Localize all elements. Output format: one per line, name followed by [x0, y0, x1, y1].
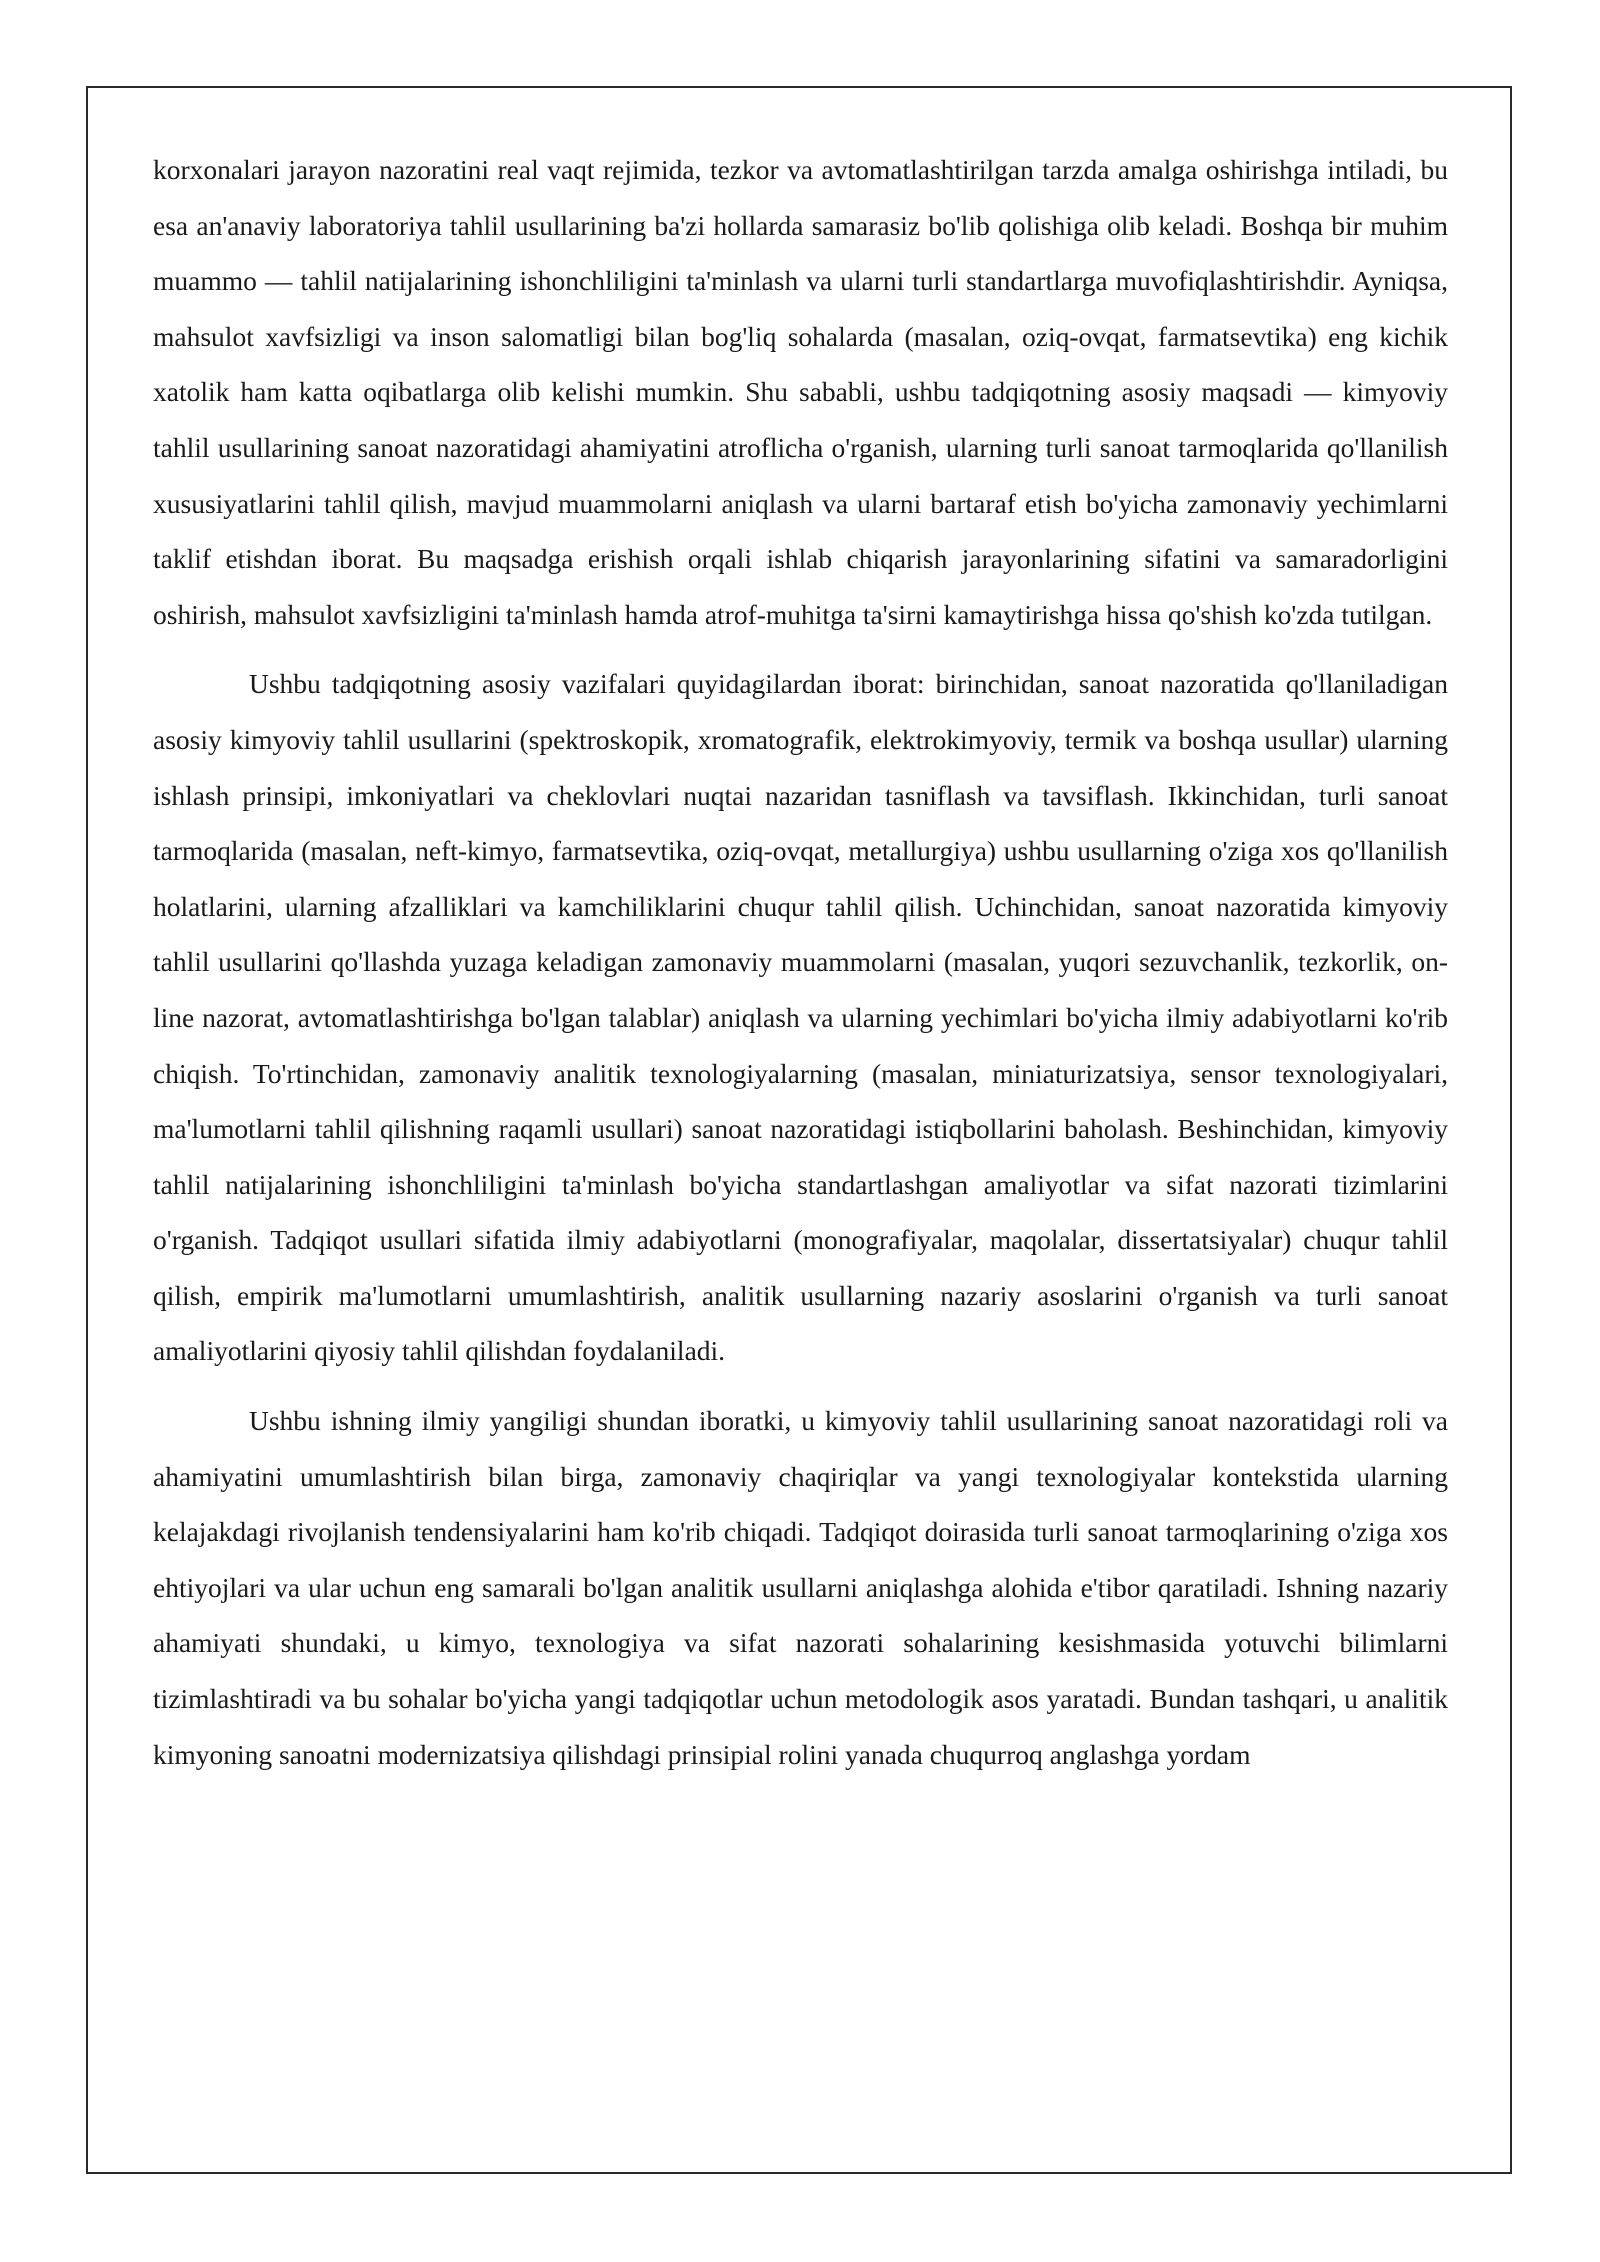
paragraph-1: korxonalari jarayon nazoratini real vaqt rejimida, tezkor va avtomatlashtirilgan tarzda amalga oshirishga intiladi, bu esa an'anaviy laboratoriya tahlil usullarining ba'zi hollarda samarasiz bo'lib qolishiga olib keladi. Boshqa bir muhim muammo — tahlil natijalarining ishonchliligini ta'minlash va ularni turli standartlarga muvofiqlashtirishdir. Ayniqsa, mahsulot xavfsizligi va inson salomatligi bilan bog'liq sohalarda (masalan, oziq-ovqat, farmatsevtika) eng kichik xatolik ham katta oqibatlarga olib kelishi mumkin. Shu sababli, ushbu tadqiqotning asosiy maqsadi — kimyoviy tahlil usullarining sanoat nazoratidagi ahamiyatini atroflicha o'rganish, ularning turli sanoat tarmoqlarida qo'llanilish xususiyatlarini tahlil qilish, mavjud muammolarni aniqlash va ularni bartaraf etish bo'yicha zamonaviy yechimlarni taklif etishdan iborat. Bu maqsadga erishish orqali ishlab chiqarish jarayonlarining sifatini va samaradorligini oshirish, mahsulot xavfsizligini ta'minlash hamda atrof-muhitga ta'sirni kamaytirishga hissa qo'shish ko'zda tutilgan.: [153, 154, 1448, 630]
paragraph-2: Ushbu tadqiqotning asosiy vazifalari quyidagilardan iborat: birinchidan, sanoat nazoratida qo'llaniladigan asosiy kimyoviy tahlil usullarini (spektroskopik, xromatografik, elektrokimyoviy, termik va boshqa usullar) ularning ishlash prinsipi, imkoniyatlari va cheklovlari nuqtai nazaridan tasniflash va tavsiflash. Ikkinchidan, turli sanoat tarmoqlarida (masalan, neft-kimyo, farmatsevtika, oziq-ovqat, metallurgiya) ushbu usullarning o'ziga xos qo'llanilish holatlarini, ularning afzalliklari va kamchiliklarini chuqur tahlil qilish. Uchinchidan, sanoat nazoratida kimyoviy tahlil usullarini qo'llashda yuzaga keladigan zamonaviy muammolarni (masalan, yuqori sezuvchanlik, tezkorlik, on-line nazorat, avtomatlashtirishga bo'lgan talablar) aniqlash va ularning yechimlari bo'yicha ilmiy adabiyotlarni ko'rib chiqish. To'rtinchidan, zamonaviy analitik texnologiyalarning (masalan, miniaturizatsiya, sensor texnologiyalari, ma'lumotlarni tahlil qilishning raqamli usullari) sanoat nazoratidagi istiqbollarini baholash. Beshinchidan, kimyoviy tahlil natijalarining ishonchliligini ta'minlash bo'yicha standartlashgan amaliyotlar va sifat nazorati tizimlarini o'rganish. Tadqiqot usullari sifatida ilmiy adabiyotlarni (monografiyalar, maqolalar, dissertatsiyalar) chuqur tahlil qilish, empirik ma'lumotlarni umumlashtirish, analitik usullarning nazariy asoslarini o'rganish va turli sanoat amaliyotlarini qiyosiy tahlil qilishdan foydalaniladi.: [153, 668, 1448, 1367]
document-body: [153, 142, 1448, 1782]
paragraph-3: Ushbu ishning ilmiy yangiligi shundan iboratki, u kimyoviy tahlil usullarining sanoat nazoratidagi roli va ahamiyatini umumlashtirish bilan birga, zamonaviy chaqiriqlar va yangi texnologiyalar kontekstida ularning kelajakdagi rivojlanish tendensiyalarini ham ko'rib chiqadi. Tadqiqot doirasida turli sanoat tarmoqlarining o'ziga xos ehtiyojlari va ular uchun eng samarali bo'lgan analitik usullarni aniqlashga alohida e'tibor qaratiladi. Ishning nazariy ahamiyati shundaki, u kimyo, texnologiya va sifat nazorati sohalarining kesishmasida yotuvchi bilimlarni tizimlashtiradi va bu sohalar bo'yicha yangi tadqiqotlar uchun metodologik asos yaratadi. Bundan tashqari, u analitik kimyoning sanoatni modernizatsiya qilishdagi prinsipial rolini yanada chuqurroq anglashga yordam: [153, 1405, 1448, 1770]
